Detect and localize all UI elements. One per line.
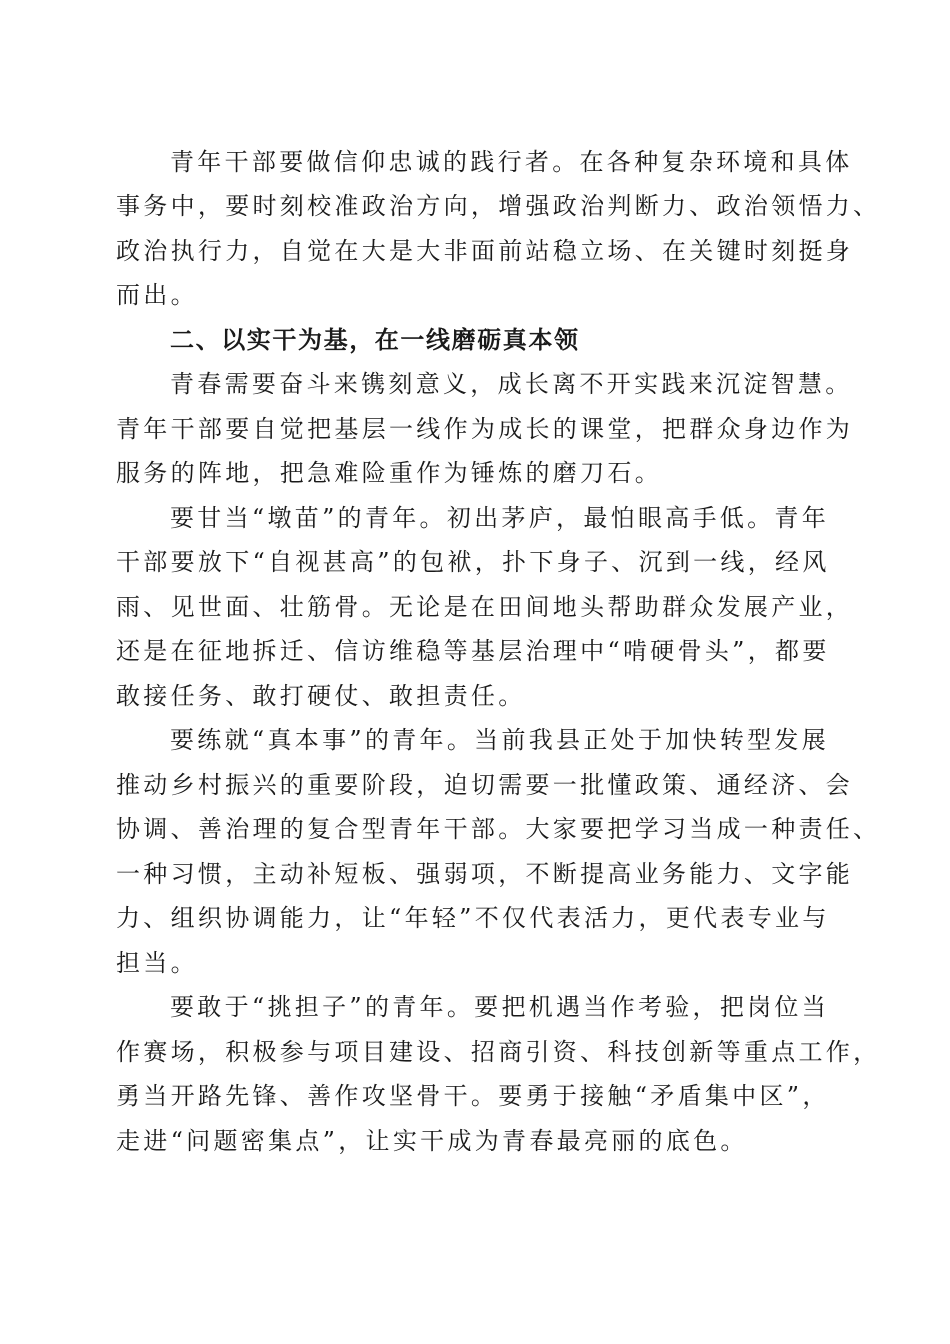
paragraph-2-line-1: 青春需要奋斗来镌刻意义，成长离不开实践来沉淀智慧。 bbox=[170, 370, 853, 398]
paragraph-4-line-3: 协调、善治理的复合型青年干部。大家要把学习当成一种责任、 bbox=[116, 815, 881, 843]
paragraph-2-line-2: 青年干部要自觉把基层一线作为成长的课堂，把群众身边作为 bbox=[116, 415, 854, 443]
section-heading: 二、以实干为基，在一线磨砺真本领 bbox=[170, 326, 580, 354]
paragraph-1-line-3: 政治执行力，自觉在大是大非面前站稳立场、在关键时刻挺身 bbox=[116, 237, 854, 265]
paragraph-3-line-5: 敢接任务、敢打硬仗、敢担责任。 bbox=[116, 682, 526, 710]
paragraph-5-line-2: 作赛场，积极参与项目建设、招商引资、科技创新等重点工作， bbox=[116, 1038, 881, 1066]
paragraph-5-line-4: 走进“问题密集点”，让实干成为青春最亮丽的底色。 bbox=[116, 1127, 748, 1155]
paragraph-1-line-4: 而出。 bbox=[116, 281, 198, 309]
paragraph-3-line-2: 干部要放下“自视甚高”的包袱，扑下身子、沉到一线，经风 bbox=[116, 548, 830, 576]
paragraph-2-line-3: 服务的阵地，把急难险重作为锤炼的磨刀石。 bbox=[116, 459, 662, 487]
paragraph-5-line-3: 勇当开路先锋、善作攻坚骨干。要勇于接触“矛盾集中区”， bbox=[116, 1082, 830, 1110]
paragraph-1-line-1: 青年干部要做信仰忠诚的践行者。在各种复杂环境和具体 bbox=[170, 148, 853, 176]
paragraph-4-line-5: 力、组织协调能力，让“年轻”不仅代表活力，更代表专业与 bbox=[116, 904, 830, 932]
paragraph-3-line-3: 雨、见世面、壮筋骨。无论是在田间地头帮助群众发展产业， bbox=[116, 593, 854, 621]
paragraph-5-line-1: 要敢于“挑担子”的青年。要把机遇当作考验，把岗位当 bbox=[170, 993, 830, 1021]
paragraph-4-line-6: 担当。 bbox=[116, 949, 198, 977]
paragraph-4-line-1: 要练就“真本事”的青年。当前我县正处于加快转型发展 bbox=[170, 726, 830, 754]
paragraph-1-line-2: 事务中，要时刻校准政治方向，增强政治判断力、政治领悟力、 bbox=[116, 192, 881, 220]
paragraph-4-line-4: 一种习惯，主动补短板、强弱项，不断提高业务能力、文字能 bbox=[116, 860, 854, 888]
paragraph-3-line-4: 还是在征地拆迁、信访维稳等基层治理中“啃硬骨头”，都要 bbox=[116, 637, 830, 665]
paragraph-3-line-1: 要甘当“墩苗”的青年。初出茅庐，最怕眼高手低。青年 bbox=[170, 504, 830, 532]
paragraph-4-line-2: 推动乡村振兴的重要阶段，迫切需要一批懂政策、通经济、会 bbox=[116, 771, 854, 799]
